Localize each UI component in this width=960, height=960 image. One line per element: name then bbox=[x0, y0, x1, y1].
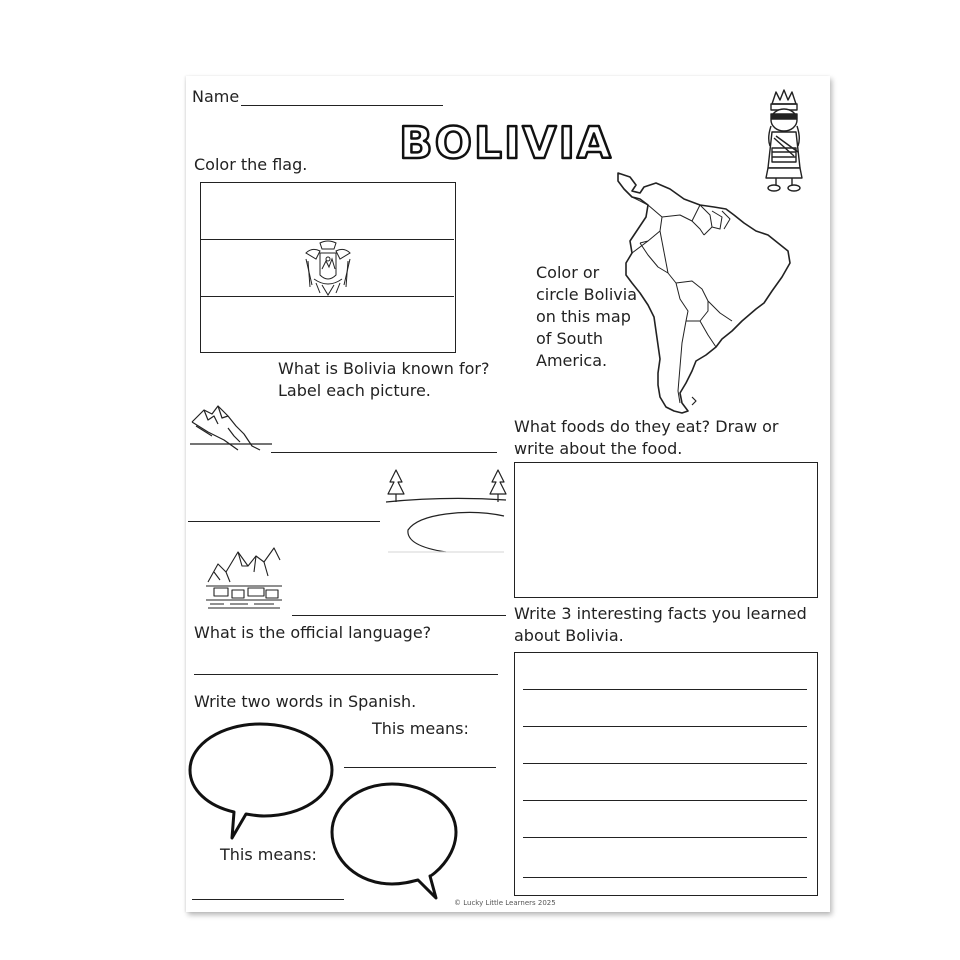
picture-2-answer-line[interactable] bbox=[188, 521, 380, 522]
language-answer-line[interactable] bbox=[194, 674, 498, 675]
svg-text:BOLIVIA: BOLIVIA bbox=[399, 118, 613, 169]
foods-prompt-line-1: What foods do they eat? Draw or bbox=[514, 417, 779, 436]
map-prompt-line-2: circle Bolivia bbox=[536, 285, 638, 304]
known-for-prompt bbox=[278, 358, 489, 402]
map-prompt bbox=[536, 262, 637, 372]
means-answer-line-1[interactable] bbox=[344, 767, 496, 768]
facts-prompt-line-1: Write 3 interesting facts you learned bbox=[514, 604, 807, 623]
foods-prompt bbox=[514, 416, 779, 460]
language-prompt: What is the official language? bbox=[194, 623, 432, 642]
picture-3-answer-line[interactable] bbox=[292, 615, 506, 616]
map-prompt-line-4: of South bbox=[536, 329, 604, 348]
mountain-icon bbox=[188, 400, 274, 456]
map-prompt-line-3: on this map bbox=[536, 307, 631, 326]
means-answer-line-2[interactable] bbox=[192, 899, 344, 900]
facts-prompt-line-2: about Bolivia. bbox=[514, 626, 624, 645]
flag-outline[interactable] bbox=[200, 182, 456, 353]
lake-with-trees-icon bbox=[386, 466, 506, 558]
flag-prompt: Color the flag. bbox=[194, 155, 308, 174]
facts-box[interactable] bbox=[514, 652, 818, 896]
known-for-prompt-line-1: What is Bolivia known for? bbox=[278, 359, 490, 378]
name-line[interactable] bbox=[241, 105, 443, 106]
means-label-2: This means: bbox=[220, 845, 317, 864]
facts-line[interactable] bbox=[523, 837, 807, 838]
speech-bubble-icon[interactable] bbox=[330, 780, 462, 900]
foods-prompt-line-2: write about the food. bbox=[514, 439, 683, 458]
spanish-prompt: Write two words in Spanish. bbox=[194, 692, 417, 711]
page-title bbox=[396, 112, 636, 172]
facts-line[interactable] bbox=[523, 689, 807, 690]
map-prompt-line-1: Color or bbox=[536, 263, 600, 282]
facts-line[interactable] bbox=[523, 800, 807, 801]
map-prompt-line-5: America. bbox=[536, 351, 608, 370]
facts-prompt bbox=[514, 603, 807, 647]
copyright-text: © Lucky Little Learners 2025 bbox=[454, 899, 556, 907]
speech-bubble-icon[interactable] bbox=[188, 720, 336, 844]
picture-1-answer-line[interactable] bbox=[271, 452, 497, 453]
coat-of-arms-icon bbox=[298, 239, 358, 299]
facts-line[interactable] bbox=[523, 877, 807, 878]
foods-drawing-box[interactable] bbox=[514, 462, 818, 598]
facts-line[interactable] bbox=[523, 726, 807, 727]
worksheet-page bbox=[186, 76, 830, 912]
known-for-prompt-line-2: Label each picture. bbox=[278, 381, 431, 400]
name-label: Name bbox=[192, 87, 240, 106]
facts-line[interactable] bbox=[523, 763, 807, 764]
means-label-1: This means: bbox=[372, 719, 469, 738]
ruins-icon bbox=[204, 542, 284, 614]
